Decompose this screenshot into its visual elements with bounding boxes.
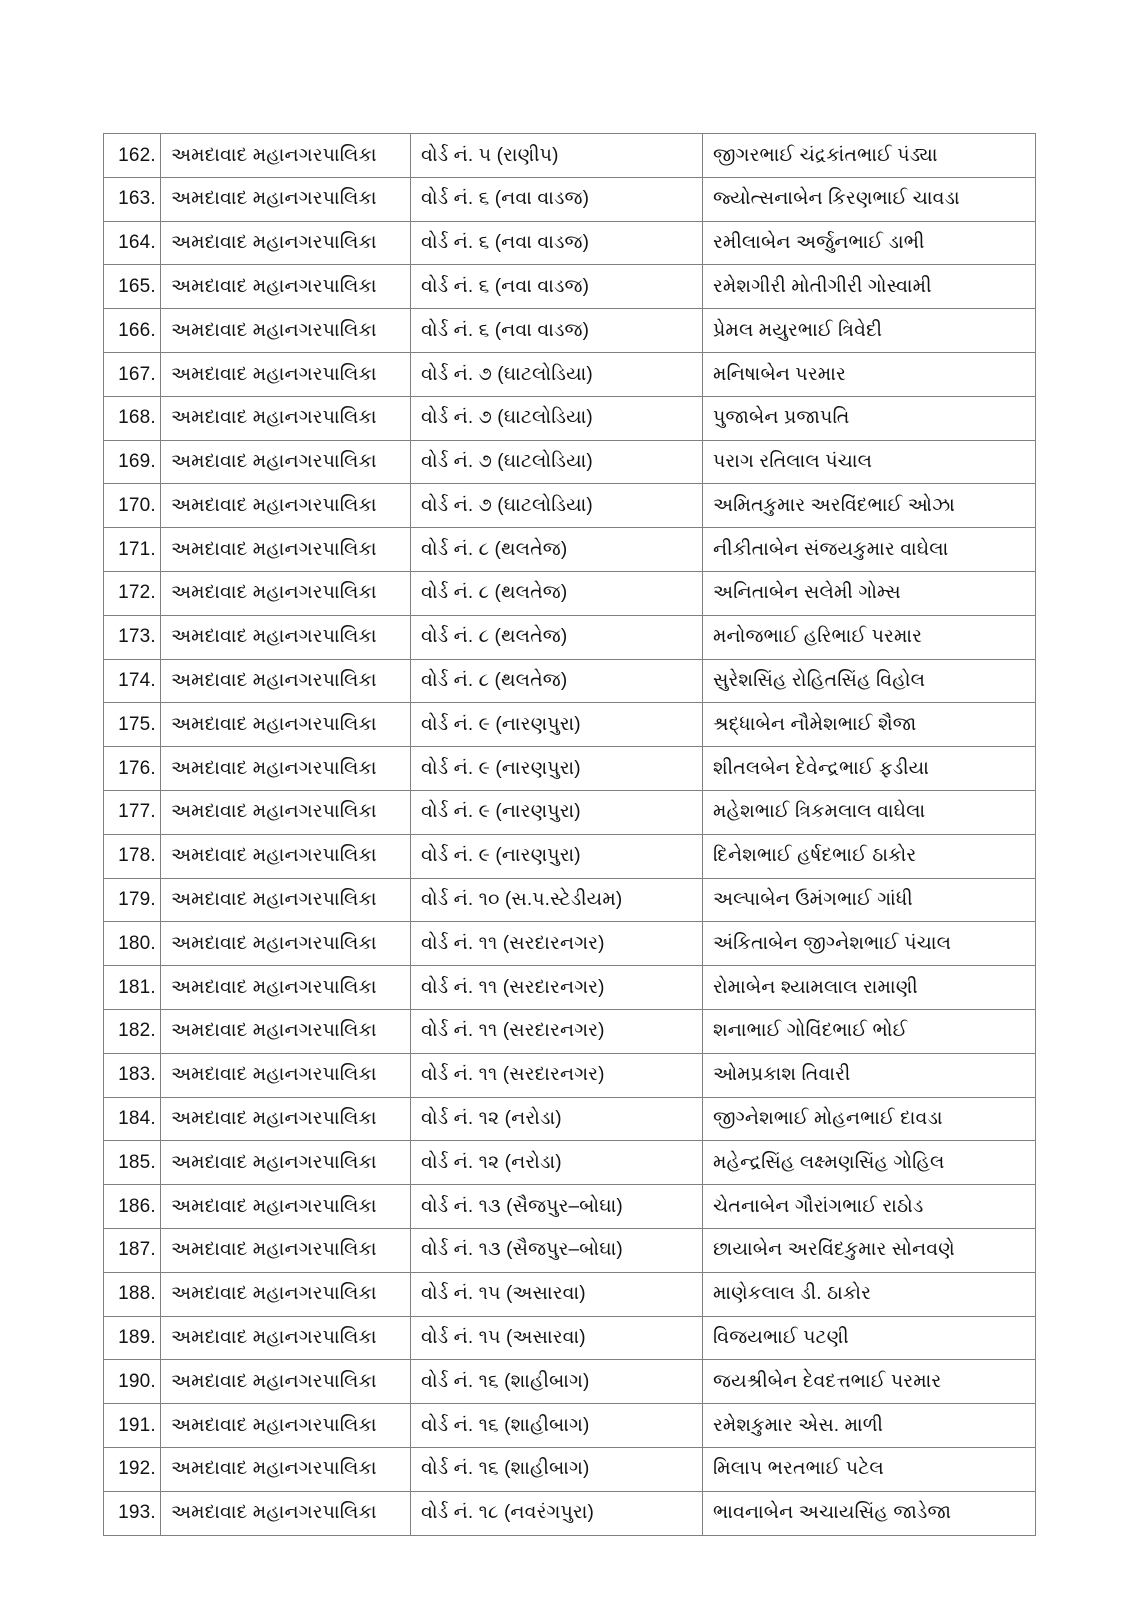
- table-row: [104, 878, 1036, 922]
- row-ward: વોર્ડ નં. ૭ (ઘાટલોડિયા): [411, 484, 703, 528]
- row-serial-number: 186.: [104, 1185, 161, 1229]
- table-row: [104, 922, 1036, 966]
- row-local-body: અમદાવાદ મહાનગરપાલિકા: [161, 1228, 411, 1272]
- row-serial-number: 164.: [104, 221, 161, 265]
- row-person-name: માણેકલાલ ડી. ઠાકોર: [703, 1272, 1036, 1316]
- table-row: [104, 1185, 1036, 1229]
- row-serial-number: 179.: [104, 878, 161, 922]
- row-local-body: અમદાવાદ મહાનગરપાલિકા: [161, 790, 411, 834]
- row-serial-number: 187.: [104, 1228, 161, 1272]
- row-ward: વોર્ડ નં. ૭ (ઘાટલોડિયા): [411, 440, 703, 484]
- row-serial-number: 185.: [104, 1141, 161, 1185]
- row-person-name: અંકિતાબેન જીગ્નેશભાઈ પંચાલ: [703, 922, 1036, 966]
- row-ward: વોર્ડ નં. ૧૬ (શાહીબાગ): [411, 1360, 703, 1404]
- row-serial-number: 172.: [104, 571, 161, 615]
- row-ward: વોર્ડ નં. ૬ (નવા વાડજ): [411, 265, 703, 309]
- row-person-name: પ્રેમલ મયુરભાઈ ત્રિવેદી: [703, 309, 1036, 353]
- row-ward: વોર્ડ નં. ૫ (રાણીપ): [411, 134, 703, 178]
- row-person-name: જયશ્રીબેન દેવદત્તભાઈ પરમાર: [703, 1360, 1036, 1404]
- row-local-body: અમદાવાદ મહાનગરપાલિકા: [161, 221, 411, 265]
- row-person-name: ચેતનાબેન ગૌરાંગભાઈ રાઠોડ: [703, 1185, 1036, 1229]
- row-person-name: સુરેશસિંહ રોહિતસિંહ વિહોલ: [703, 659, 1036, 703]
- row-ward: વોર્ડ નં. ૧૧ (સરદારનગર): [411, 1009, 703, 1053]
- row-local-body: અમદાવાદ મહાનગરપાલિકા: [161, 1053, 411, 1097]
- row-serial-number: 162.: [104, 134, 161, 178]
- row-person-name: અનિતાબેન સલેમી ગોમ્સ: [703, 571, 1036, 615]
- row-serial-number: 193.: [104, 1491, 161, 1535]
- row-ward: વોર્ડ નં. ૮ (થલતેજ): [411, 528, 703, 572]
- table-row: [104, 659, 1036, 703]
- row-ward: વોર્ડ નં. ૮ (થલતેજ): [411, 615, 703, 659]
- row-local-body: અમદાવાદ મહાનગરપાલિકા: [161, 1360, 411, 1404]
- table-row: [104, 309, 1036, 353]
- table-row: [104, 484, 1036, 528]
- row-ward: વોર્ડ નં. ૧૨ (નરોડા): [411, 1141, 703, 1185]
- row-local-body: અમદાવાદ મહાનગરપાલિકા: [161, 922, 411, 966]
- row-person-name: મહેશભાઈ ત્રિકમલાલ વાઘેલા: [703, 790, 1036, 834]
- table-row: [104, 221, 1036, 265]
- table-row: [104, 834, 1036, 878]
- row-ward: વોર્ડ નં. ૯ (નારણપુરા): [411, 747, 703, 791]
- row-ward: વોર્ડ નં. ૬ (નવા વાડજ): [411, 221, 703, 265]
- table-row: [104, 177, 1036, 221]
- table-row: [104, 1447, 1036, 1491]
- row-local-body: અમદાવાદ મહાનગરપાલિકા: [161, 615, 411, 659]
- row-serial-number: 182.: [104, 1009, 161, 1053]
- row-local-body: અમદાવાદ મહાનગરપાલિકા: [161, 265, 411, 309]
- row-person-name: શીતલબેન દેવેન્દ્રભાઈ ફડીયા: [703, 747, 1036, 791]
- row-person-name: શનાભાઈ ગોવિંદભાઈ ભોઈ: [703, 1009, 1036, 1053]
- row-person-name: મનિષાબેન પરમાર: [703, 352, 1036, 396]
- row-local-body: અમદાવાદ મહાનગરપાલિકા: [161, 177, 411, 221]
- row-serial-number: 192.: [104, 1447, 161, 1491]
- row-local-body: અમદાવાદ મહાનગરપાલિકા: [161, 134, 411, 178]
- row-serial-number: 165.: [104, 265, 161, 309]
- row-serial-number: 181.: [104, 966, 161, 1010]
- row-local-body: અમદાવાદ મહાનગરપાલિકા: [161, 659, 411, 703]
- table-row: [104, 1097, 1036, 1141]
- row-ward: વોર્ડ નં. ૮ (થલતેજ): [411, 571, 703, 615]
- table-row: [104, 134, 1036, 178]
- row-person-name: અમિતકુમાર અરવિંદભાઈ ઓઝા: [703, 484, 1036, 528]
- row-local-body: અમદાવાદ મહાનગરપાલિકા: [161, 440, 411, 484]
- row-person-name: જીગ્નેશભાઈ મોહનભાઈ દાવડા: [703, 1097, 1036, 1141]
- row-local-body: અમદાવાદ મહાનગરપાલિકા: [161, 1141, 411, 1185]
- row-person-name: રોમાબેન શ્યામલાલ રામાણી: [703, 966, 1036, 1010]
- table-row: [104, 747, 1036, 791]
- row-person-name: રમેશગીરી મોતીગીરી ગોસ્વામી: [703, 265, 1036, 309]
- row-serial-number: 189.: [104, 1316, 161, 1360]
- row-serial-number: 183.: [104, 1053, 161, 1097]
- row-local-body: અમદાવાદ મહાનગરપાલિકા: [161, 309, 411, 353]
- row-local-body: અમદાવાદ મહાનગરપાલિકા: [161, 703, 411, 747]
- row-local-body: અમદાવાદ મહાનગરપાલિકા: [161, 1316, 411, 1360]
- row-serial-number: 178.: [104, 834, 161, 878]
- row-person-name: જીગરભાઈ ચંદ્રકાંતભાઈ પંડ્યા: [703, 134, 1036, 178]
- table-row: [104, 265, 1036, 309]
- row-ward: વોર્ડ નં. ૭ (ઘાટલોડિયા): [411, 396, 703, 440]
- row-serial-number: 174.: [104, 659, 161, 703]
- row-serial-number: 169.: [104, 440, 161, 484]
- row-person-name: મહેન્દ્રસિંહ લક્ષ્મણસિંહ ગોહિલ: [703, 1141, 1036, 1185]
- roster-table-body: [104, 134, 1036, 1536]
- row-serial-number: 171.: [104, 528, 161, 572]
- row-ward: વોર્ડ નં. ૬ (નવા વાડજ): [411, 177, 703, 221]
- row-local-body: અમદાવાદ મહાનગરપાલિકા: [161, 834, 411, 878]
- row-local-body: અમદાવાદ મહાનગરપાલિકા: [161, 396, 411, 440]
- row-local-body: અમદાવાદ મહાનગરપાલિકા: [161, 1491, 411, 1535]
- row-ward: વોર્ડ નં. ૧૩ (સૈજપુર–બોઘા): [411, 1228, 703, 1272]
- row-serial-number: 175.: [104, 703, 161, 747]
- row-ward: વોર્ડ નં. ૬ (નવા વાડજ): [411, 309, 703, 353]
- row-person-name: છાયાબેન અરવિંદકુમાર સોનવણે: [703, 1228, 1036, 1272]
- table-row: [104, 1272, 1036, 1316]
- row-local-body: અમદાવાદ મહાનગરપાલિકા: [161, 1404, 411, 1448]
- table-row: [104, 703, 1036, 747]
- row-serial-number: 168.: [104, 396, 161, 440]
- row-local-body: અમદાવાદ મહાનગરપાલિકા: [161, 484, 411, 528]
- table-row: [104, 1316, 1036, 1360]
- row-ward: વોર્ડ નં. ૧૫ (અસારવા): [411, 1316, 703, 1360]
- table-row: [104, 528, 1036, 572]
- row-local-body: અમદાવાદ મહાનગરપાલિકા: [161, 1447, 411, 1491]
- row-local-body: અમદાવાદ મહાનગરપાલિકા: [161, 1097, 411, 1141]
- row-serial-number: 170.: [104, 484, 161, 528]
- row-local-body: અમદાવાદ મહાનગરપાલિકા: [161, 1272, 411, 1316]
- table-row: [104, 571, 1036, 615]
- table-row: [104, 790, 1036, 834]
- row-ward: વોર્ડ નં. ૯ (નારણપુરા): [411, 703, 703, 747]
- row-ward: વોર્ડ નં. ૧૧ (સરદારનગર): [411, 966, 703, 1010]
- row-serial-number: 184.: [104, 1097, 161, 1141]
- row-person-name: પરાગ રતિલાલ પંચાલ: [703, 440, 1036, 484]
- table-row: [104, 1360, 1036, 1404]
- table-row: [104, 615, 1036, 659]
- row-local-body: અમદાવાદ મહાનગરપાલિકા: [161, 528, 411, 572]
- table-row: [104, 1053, 1036, 1097]
- table-row: [104, 1491, 1036, 1535]
- row-ward: વોર્ડ નં. ૧૬ (શાહીબાગ): [411, 1404, 703, 1448]
- table-row: [104, 1228, 1036, 1272]
- row-serial-number: 190.: [104, 1360, 161, 1404]
- row-serial-number: 188.: [104, 1272, 161, 1316]
- row-local-body: અમદાવાદ મહાનગરપાલિકા: [161, 352, 411, 396]
- row-ward: વોર્ડ નં. ૭ (ઘાટલોડિયા): [411, 352, 703, 396]
- row-serial-number: 167.: [104, 352, 161, 396]
- row-person-name: રમેશકુમાર એસ. માળી: [703, 1404, 1036, 1448]
- row-ward: વોર્ડ નં. ૯ (નારણપુરા): [411, 834, 703, 878]
- row-ward: વોર્ડ નં. ૧૮ (નવરંગપુરા): [411, 1491, 703, 1535]
- row-serial-number: 191.: [104, 1404, 161, 1448]
- roster-table: [103, 133, 1036, 1536]
- table-row: [104, 1009, 1036, 1053]
- row-serial-number: 176.: [104, 747, 161, 791]
- table-row: [104, 352, 1036, 396]
- row-ward: વોર્ડ નં. ૧૫ (અસારવા): [411, 1272, 703, 1316]
- row-person-name: શ્રદ્ધાબેન નૌમેશભાઈ શૈજા: [703, 703, 1036, 747]
- row-serial-number: 177.: [104, 790, 161, 834]
- table-row: [104, 1404, 1036, 1448]
- row-person-name: મનોજભાઈ હરિભાઈ પરમાર: [703, 615, 1036, 659]
- row-local-body: અમદાવાદ મહાનગરપાલિકા: [161, 878, 411, 922]
- row-serial-number: 166.: [104, 309, 161, 353]
- row-ward: વોર્ડ નં. ૯ (નારણપુરા): [411, 790, 703, 834]
- row-person-name: નીકીતાબેન સંજયકુમાર વાઘેલા: [703, 528, 1036, 572]
- row-person-name: વિજયભાઈ પટણી: [703, 1316, 1036, 1360]
- row-ward: વોર્ડ નં. ૧૩ (સૈજપુર–બોઘા): [411, 1185, 703, 1229]
- row-ward: વોર્ડ નં. ૮ (થલતેજ): [411, 659, 703, 703]
- row-person-name: દિનેશભાઈ હર્ષદભાઈ ઠાકોર: [703, 834, 1036, 878]
- row-ward: વોર્ડ નં. ૧૨ (નરોડા): [411, 1097, 703, 1141]
- row-serial-number: 180.: [104, 922, 161, 966]
- row-local-body: અમદાવાદ મહાનગરપાલિકા: [161, 1185, 411, 1229]
- row-serial-number: 163.: [104, 177, 161, 221]
- table-row: [104, 966, 1036, 1010]
- row-ward: વોર્ડ નં. ૧૧ (સરદારનગર): [411, 922, 703, 966]
- row-local-body: અમદાવાદ મહાનગરપાલિકા: [161, 966, 411, 1010]
- row-person-name: પુજાબેન પ્રજાપતિ: [703, 396, 1036, 440]
- row-person-name: રમીલાબેન અર્જુનભાઈ ડાભી: [703, 221, 1036, 265]
- row-person-name: ભાવનાબેન અચાયસિંહ જાડેજા: [703, 1491, 1036, 1535]
- row-person-name: જ્યોત્સનાબેન કિરણભાઈ ચાવડા: [703, 177, 1036, 221]
- row-ward: વોર્ડ નં. ૧૬ (શાહીબાગ): [411, 1447, 703, 1491]
- row-ward: વોર્ડ નં. ૧૦ (સ.પ.સ્ટેડીયમ): [411, 878, 703, 922]
- table-row: [104, 440, 1036, 484]
- table-row: [104, 1141, 1036, 1185]
- row-serial-number: 173.: [104, 615, 161, 659]
- row-person-name: ઓમપ્રકાશ તિવારી: [703, 1053, 1036, 1097]
- row-local-body: અમદાવાદ મહાનગરપાલિકા: [161, 1009, 411, 1053]
- row-ward: વોર્ડ નં. ૧૧ (સરદારનગર): [411, 1053, 703, 1097]
- row-person-name: અલ્પાબેન ઉમંગભાઈ ગાંધી: [703, 878, 1036, 922]
- row-local-body: અમદાવાદ મહાનગરપાલિકા: [161, 747, 411, 791]
- row-local-body: અમદાવાદ મહાનગરપાલિકા: [161, 571, 411, 615]
- row-person-name: મિલાપ ભરતભાઈ પટેલ: [703, 1447, 1036, 1491]
- table-row: [104, 396, 1036, 440]
